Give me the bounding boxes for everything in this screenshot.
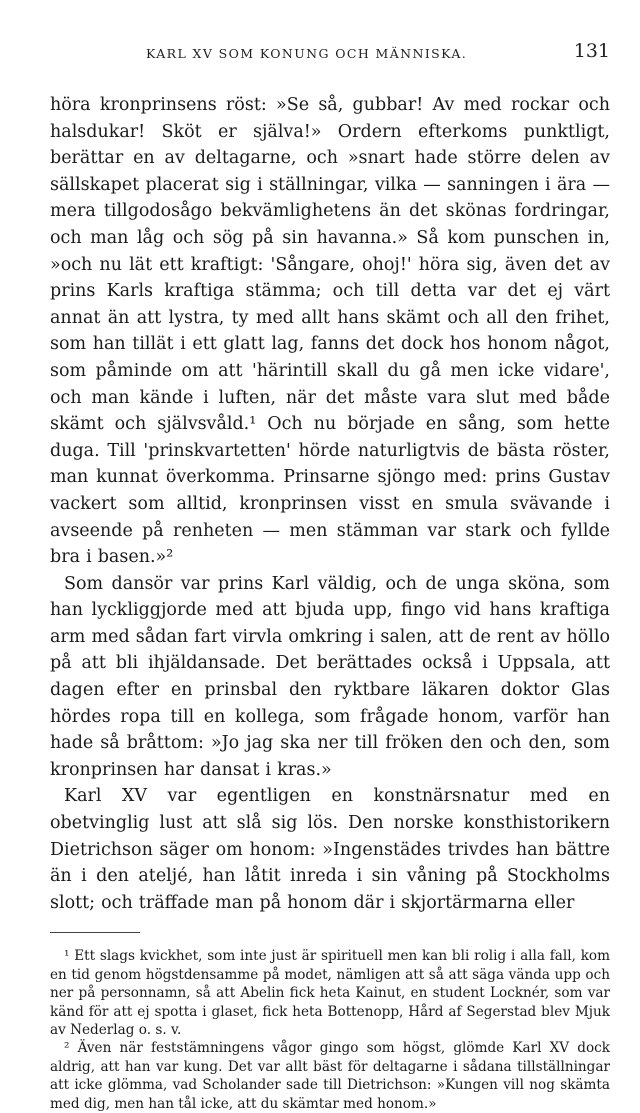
book-page xyxy=(50,40,610,1113)
page-number: 131 xyxy=(573,40,610,62)
footnote: ¹ Ett slags kvickhet, som inte just är spirituell men kan bli rolig i alla fall, kom en tid genom högstdensamme på modet, nämligen att så att säga vända upp och ner på personnamn, så att Abelin fick heta Kainut, en student Locknér, som var känd för att ej spotta i glaset, fick heta Bottenopp, Hård af Segerstad blev Mjuk av Nederlag o. s. v. xyxy=(50,948,610,1039)
running-head: KARL XV SOM KONUNG OCH MÄNNISKA. xyxy=(146,46,468,61)
footnotes xyxy=(50,947,610,1113)
footnote-divider xyxy=(50,932,140,933)
footnote: ² Även när feststämningens vågor gingo som högst, glömde Karl XV dock aldrig, att han var kung. Det var allt bäst för deltagarne i sådana tillställningar att icke glömma, vad Scholander sade till Dietrichson: »Kungen vill nog skämta med dig, men han tål icke, att du skämtar med honom.» xyxy=(50,1040,610,1112)
main-text xyxy=(50,92,610,916)
paragraph: höra kronprinsens röst: »Se så, gubbar! Av med rockar och halsdukar! Sköt er själva!» Ordern efterkoms punktligt, berättar en av deltagarne, och »snart hade större delen av sällskapet placerat sig i ställningar, vilka — sanningen i ära — mera tillgodosågo bekvämlighetens än det skönas fordringar, och man låg och sög på sin havanna.» Så kom punschen in, »och nu lät ett kraftigt: 'Sångare, ohoj!' höra sig, även det av prins Karls kraftiga stämma; och till detta var det ej värt annat än att lystra, ty med allt hans skämt och all den frihet, som han tillät i ett glatt lag, fanns det dock hos honom något, som påminde om att 'härintill skall du gå men icke vidare', och man kände i luften, när det måste vara slut med både skämt och självsvåld.¹ Och nu började en sång, som hette duga. Till 'prinskvartetten' hörde naturligtvis de bästa röster, man kunnat överkomma. Prinsarne sjöngo med: prins Gustav vackert som alltid, kronprinsen visst en smula svävande i avseende på renheten — men stämman var stark och fyllde bra i basen.»² xyxy=(50,95,610,568)
paragraph: Som dansör var prins Karl väldig, och de unga sköna, som han lyckliggjorde med att bjuda upp, fingo vid hans kraftiga arm med sådan fart virvla omkring i salen, att de rent av höllo på att bli ihjäldansade. Det berättades också i Uppsala, att dagen efter en prinsbal den ryktbare läkaren doktor Glas hördes ropa till en kollega, som frågade honom, varför han hade så bråttom: »Jo jag ska ner till fröken den och den, som kronprinsen har dansat i kras.» xyxy=(50,573,610,780)
page-header xyxy=(50,40,610,68)
paragraph: Karl XV var egentligen en konstnärsnatur med en obetvinglig lust att slå sig lös. Den norske konsthistorikern Dietrichson säger om honom: »Ingenstädes trivdes han bättre än i den ateljé, han låtit inreda i sin våning på Stockholms slott; och träffade man på honom där i skjortärmarna eller xyxy=(50,786,610,913)
